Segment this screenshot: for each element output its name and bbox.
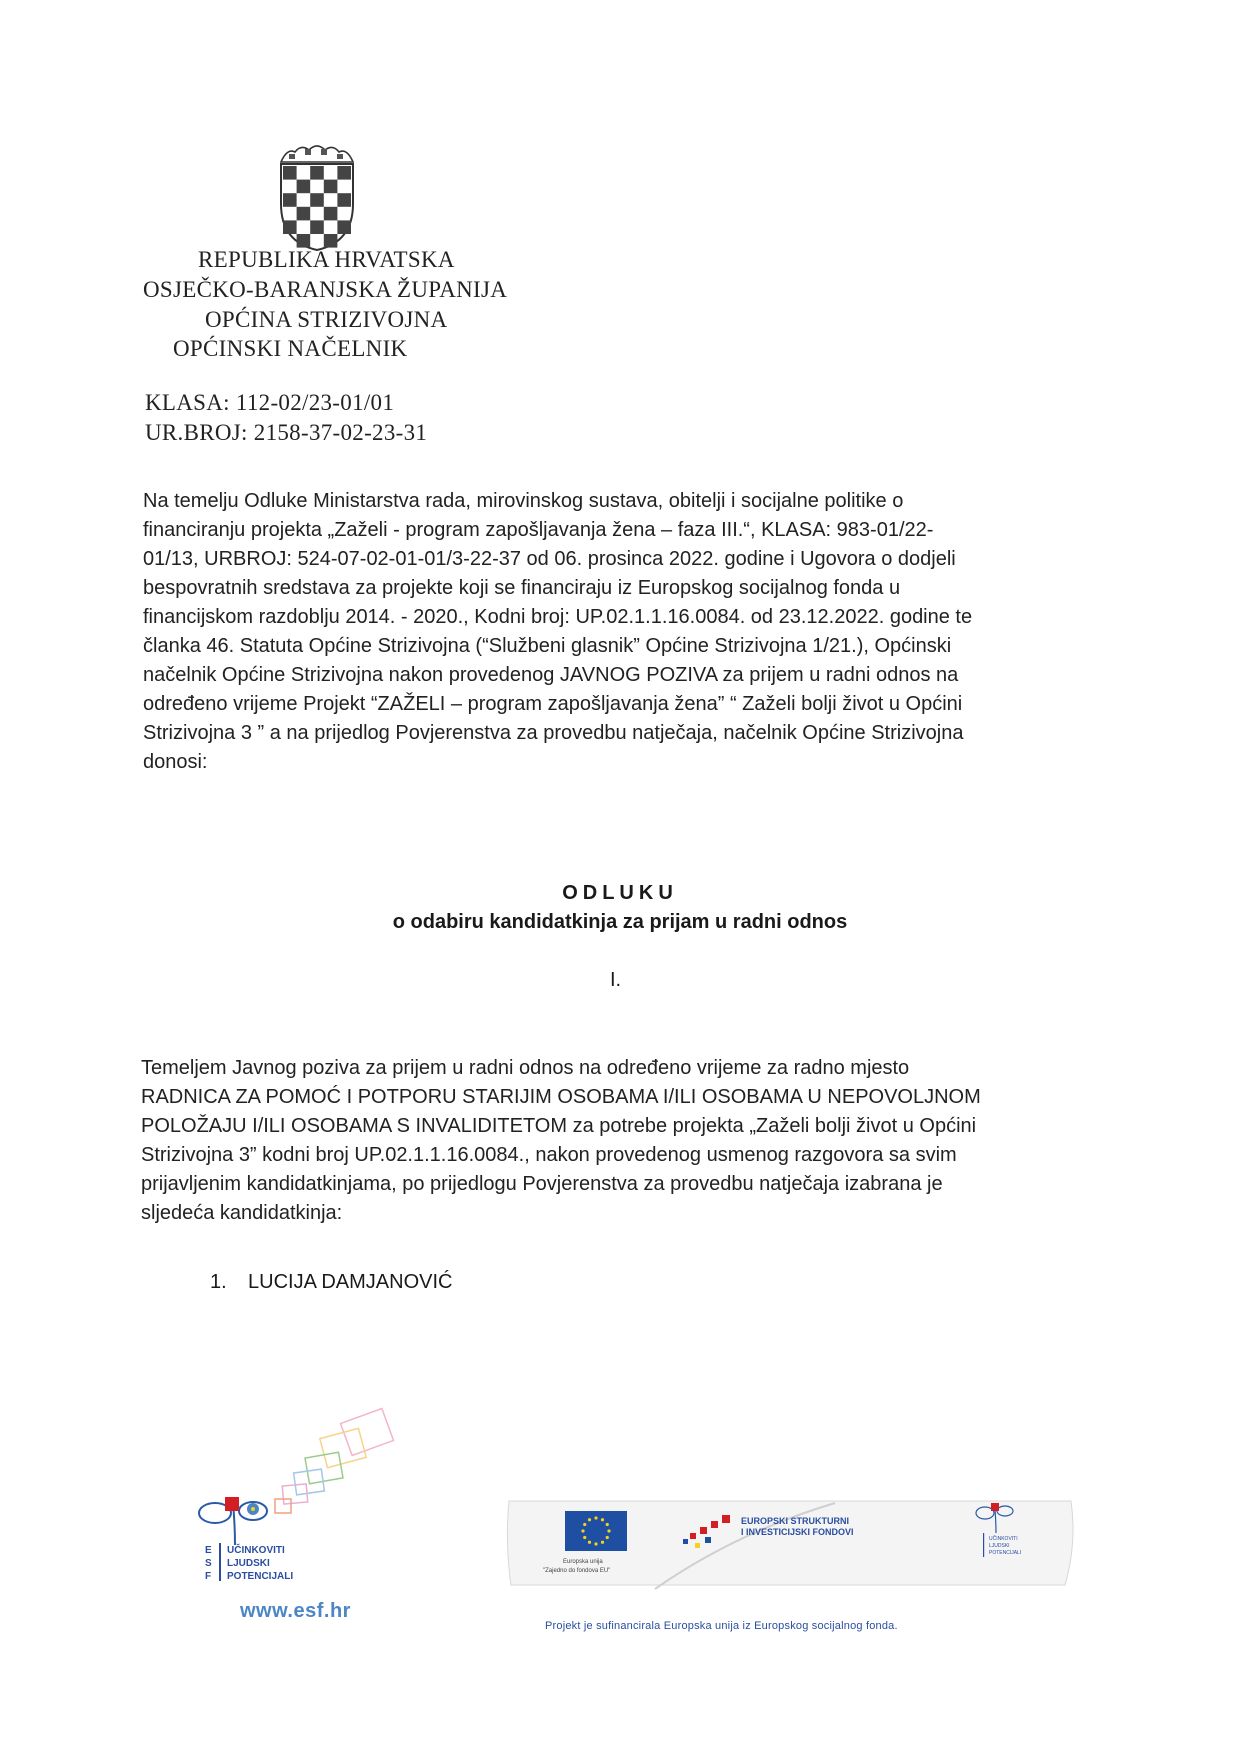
eu-caption-line: "Zajedno do fondova EU" [543,1568,611,1574]
body-line: prijavljenim kandidatkinjama, po prijedlogu Povjerenstva za provedbu natječaja izabrana je [141,1173,943,1195]
intro-line: Na temelju Odluke Ministarstva rada, mirovinskog sustava, obitelji i socijalne politike o [143,490,904,512]
cofinancing-caption: Projekt je sufinancirala Europska unija iz Europskog socijalnog fonda. [545,1620,898,1632]
intro-line: Strizivojna 3 ” a na prijedlog Povjerenstva za provedbu natječaja, načelnik Općine Strizivojna [143,722,964,744]
intro-paragraph [143,487,1103,777]
esf-text-line: UČINKOVITI [227,1545,285,1556]
eu-star-icon [607,1529,610,1532]
esif-text-line: I INVESTICIJSKI FONDOVI [741,1527,854,1537]
esf-logo [195,1405,455,1585]
eu-star-icon [588,1541,591,1544]
header-country: REPUBLIKA HRVATSKA [198,247,455,272]
eu-funds-banner [505,1493,1080,1593]
body-line: Temeljem Javnog poziva za prijem u radni odnos na određeno vrijeme za radno mjesto [141,1057,910,1079]
decision-subtitle: o odabiru kandidatkinja za prijam u radni odnos [392,911,848,933]
esf-text-line: LJUDSKI [227,1558,270,1569]
esif-text-line: EUROPSKI STRUKTURNI [741,1516,850,1526]
croatian-coat-of-arms-icon [275,142,359,252]
checker-square [283,166,297,180]
intro-line: načelnik Općine Strizivojna nakon provedenog JAVNOG POZIVA za prijem u radni odnos na [143,664,959,686]
eu-star-icon [583,1536,586,1539]
esf-letter-f: F [205,1571,212,1582]
intro-line: određeno vrijeme Projekt “ZAŽELI – program zapošljavanja žena” “ Zaželi bolji život u Općini [143,693,963,715]
checker-square [310,166,324,180]
intro-line: bespovratnih sredstava za projekte koji se financiraju iz Europskog socijalnog fonda u [143,577,901,599]
body-line: Strizivojna 3” kodni broj UP.02.1.1.16.0084., nakon provedenog usmenog razgovora sa svim [141,1144,957,1166]
eu-star-icon [594,1542,597,1545]
selected-candidate-item [210,1271,452,1294]
eu-star-icon [581,1529,584,1532]
small-esf-text: LJUDSKI [989,1543,1010,1549]
urbroj-reference: UR.BROJ: 2158-37-02-23-31 [145,420,428,445]
intro-line: financijskom razdoblju 2014. - 2020., Kodni broj: UP.02.1.1.16.0084. od 23.12.2022. godine te [143,606,973,628]
checker-square [297,207,311,221]
header-county: OSJEČKO-BARANJSKA ŽUPANIJA [143,277,508,302]
esf-text-line: POTENCIJALI [227,1571,294,1582]
eu-star-icon [594,1516,597,1519]
checker-square [310,220,324,234]
intro-line: donosi: [143,751,208,773]
candidate-name: LUCIJA DAMJANOVIĆ [248,1271,453,1293]
checker-square [337,166,351,180]
esf-website-link[interactable]: www.esf.hr [240,1600,351,1622]
checker-square [337,220,351,234]
body-line: sljedeća kandidatkinja: [141,1202,343,1224]
klasa-reference: KLASA: 112-02/23-01/01 [145,390,395,415]
header-office: OPĆINSKI NAČELNIK [173,336,408,361]
eu-star-icon [601,1518,604,1521]
esf-letter-s: S [205,1558,212,1569]
intro-line: financiranju projekta „Zaželi - program zapošljavanja žena – faza III.“, KLASA: 983-01/22- [143,519,934,541]
intro-line: 01/13, URBROJ: 524-07-02-01-01/3-22-37 od 06. prosinca 2022. godine i Ugovora o dodjeli [143,548,956,570]
intro-line: članka 46. Statuta Općine Strizivojna (“Službeni glasnik” Općine Strizivojna 1/21.), Općinski [143,635,952,657]
eu-star-icon [588,1518,591,1521]
small-esf-text: POTENCIJALI [989,1550,1022,1556]
eu-caption-line: Europska unija [563,1559,603,1565]
checker-square [324,207,338,221]
eu-star-icon [601,1541,604,1544]
checker-square [283,193,297,207]
checker-square [324,180,338,194]
list-number: 1. [210,1271,227,1293]
small-esf-text: UČINKOVITI [989,1536,1018,1542]
decision-title: ODLUKU [562,882,678,904]
body-line: POLOŽAJU I/ILI OSOBAMA S INVALIDITETOM za potrebe projekta „Zaželi bolji život u Općini [141,1115,977,1137]
checker-square [337,193,351,207]
esf-letter-e: E [205,1545,212,1556]
eu-star-icon [583,1523,586,1526]
decision-paragraph [141,1054,1101,1228]
eu-star-icon [606,1523,609,1526]
body-line: RADNICA ZA POMOĆ I POTPORU STARIJIM OSOBAMA I/ILI OSOBAMA U NEPOVOLJNOM [141,1086,981,1108]
eu-star-icon [606,1536,609,1539]
section-number: I. [610,969,622,991]
checker-square [283,220,297,234]
checker-square [297,180,311,194]
header-municipality: OPĆINA STRIZIVOJNA [205,307,448,332]
checker-square [310,193,324,207]
